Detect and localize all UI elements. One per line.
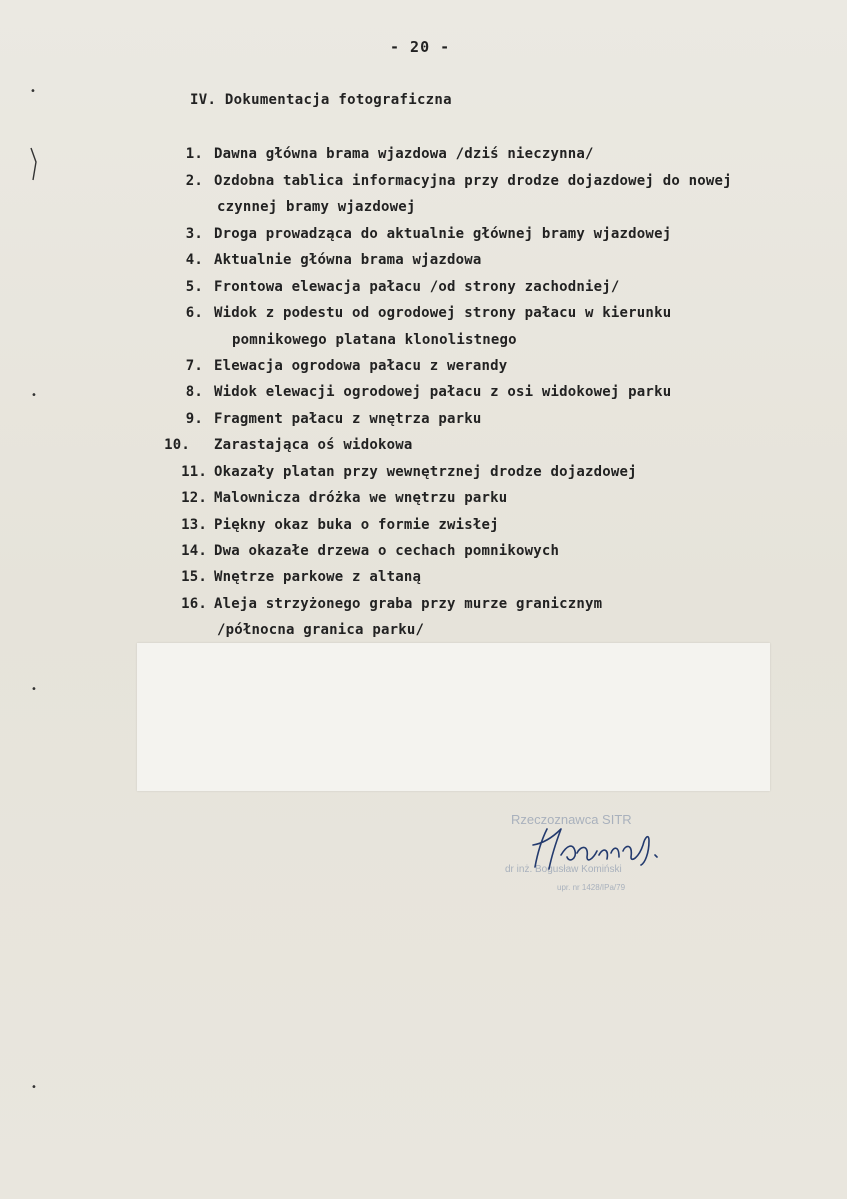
item-number: 4. [185, 252, 203, 268]
item-text: Wnętrze parkowe z altaną [214, 569, 422, 585]
item-text: Dwa okazałe drzewa o cechach pomnikowych [214, 543, 560, 559]
item-continuation: /północna granica parku/ [217, 622, 425, 638]
item-text: Okazały platan przy wewnętrznej drodze dojazdowej [214, 464, 637, 480]
section-title: IV. Dokumentacja fotograficzna [190, 92, 452, 108]
stamp-name: dr inż. Bogusław Komiński [505, 864, 622, 875]
item-number: 15. [181, 569, 207, 585]
item-number: 5. [185, 279, 203, 295]
item-number: 6. [185, 305, 203, 321]
item-text: Piękny okaz buka o formie zwisłej [214, 517, 499, 533]
item-continuation: czynnej bramy wjazdowej [217, 199, 416, 215]
margin-mark: • [31, 684, 37, 695]
item-text: Malownicza dróżka we wnętrzu parku [214, 490, 508, 506]
item-text: Elewacja ogrodowa pałacu z werandy [214, 358, 508, 374]
signature [515, 815, 695, 885]
item-text: Ozdobna tablica informacyjna przy drodze dojazdowej do nowej [214, 173, 732, 189]
margin-mark: • [31, 390, 37, 401]
item-number: 12. [181, 490, 207, 506]
item-text: Dawna główna brama wjazdowa /dziś nieczynna/ [214, 146, 594, 162]
item-text: Frontowa elewacja pałacu /od strony zachodniej/ [214, 279, 620, 295]
item-text: Droga prowadząca do aktualnie głównej bramy wjazdowej [214, 226, 672, 242]
item-number: 14. [181, 543, 207, 559]
page-number: - 20 - [390, 38, 451, 56]
pasted-paper-strip [137, 643, 770, 791]
item-text: Aktualnie główna brama wjazdowa [214, 252, 482, 268]
item-number: 3. [185, 226, 203, 242]
item-number: 2. [185, 173, 203, 189]
margin-stroke [28, 146, 40, 182]
item-continuation: pomnikowego platana klonolistnego [232, 332, 517, 348]
item-number: 1. [185, 146, 203, 162]
stamp-registration: upr. nr 1428/IPa/79 [557, 883, 626, 892]
item-number: 10. [164, 437, 190, 453]
margin-mark: • [31, 1082, 37, 1093]
item-number: 8. [185, 384, 203, 400]
item-number: 13. [181, 517, 207, 533]
item-number: 11. [181, 464, 207, 480]
item-text: Widok z podestu od ogrodowej strony pałacu w kierunku [214, 305, 672, 321]
item-text: Widok elewacji ogrodowej pałacu z osi widokowej parku [214, 384, 672, 400]
stamp-title: Rzeczoznawca SITR [511, 812, 632, 827]
margin-mark: • [30, 86, 36, 97]
item-number: 7. [185, 358, 203, 374]
item-text: Zarastająca oś widokowa [214, 437, 413, 453]
item-number: 16. [181, 596, 207, 612]
item-text: Aleja strzyżonego graba przy murze granicznym [214, 596, 603, 612]
item-text: Fragment pałacu z wnętrza parku [214, 411, 482, 427]
item-number: 9. [185, 411, 203, 427]
